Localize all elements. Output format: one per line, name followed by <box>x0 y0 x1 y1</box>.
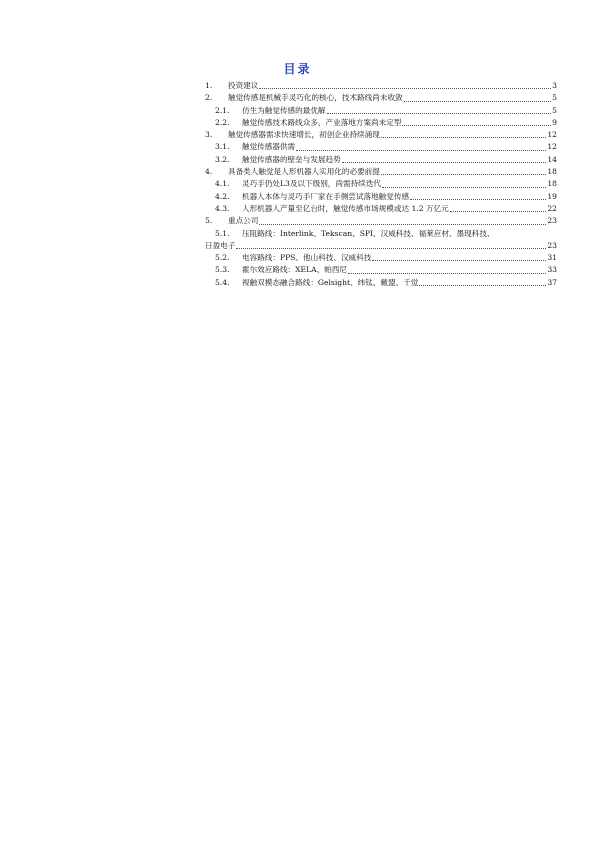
toc-entry-5-1-continued[interactable] <box>205 240 557 252</box>
table-of-contents <box>205 80 557 289</box>
toc-entry-label: 霍尔效应路线：XELA、帕西尼 <box>242 265 348 275</box>
toc-entry-page: 22 <box>547 203 557 213</box>
toc-leader-dots <box>450 211 547 212</box>
toc-leader-dots <box>410 199 546 200</box>
toc-entry-label: 灵巧手仍处L3及以下级别，尚需持续迭代 <box>242 179 381 189</box>
toc-entry-5-1[interactable] <box>205 228 557 240</box>
toc-entry-number: 4.2. <box>215 191 230 201</box>
toc-entry-number: 4. <box>205 167 213 177</box>
toc-entry-label: 人形机器人产量至亿台时，触觉传感市场规模或达 1.2 万亿元 <box>242 203 449 213</box>
toc-entry-page: 5 <box>552 93 557 103</box>
toc-entry-1[interactable] <box>205 80 557 92</box>
toc-entry-page: 12 <box>547 142 557 152</box>
toc-entry-page: 12 <box>547 130 557 140</box>
toc-entry-label: 触觉传感技术路线众多，产业落地方案尚未定型 <box>242 117 402 127</box>
toc-leader-dots <box>259 224 546 225</box>
toc-entry-label: 投资建议 <box>228 81 259 90</box>
toc-entry-number: 4.3. <box>215 203 230 213</box>
toc-entry-3[interactable] <box>205 129 557 141</box>
toc-leader-dots <box>327 113 552 114</box>
toc-leader-dots <box>296 150 546 151</box>
toc-entry-5-2[interactable] <box>205 252 557 264</box>
toc-leader-dots <box>404 101 552 102</box>
toc-entry-number: 5.1. <box>215 228 230 238</box>
toc-entry-page: 19 <box>547 191 557 201</box>
toc-leader-dots <box>382 187 546 188</box>
toc-entry-4-3[interactable] <box>205 203 557 215</box>
toc-entry-number: 2.2. <box>215 117 230 127</box>
toc-title: 目录 <box>283 62 312 76</box>
toc-entry-label: 触觉传感器的壁垒与发展趋势 <box>242 154 341 164</box>
toc-leader-dots <box>236 248 546 249</box>
toc-entry-number: 1. <box>205 81 213 90</box>
toc-leader-dots <box>348 273 546 274</box>
toc-entry-page: 5 <box>552 105 557 115</box>
toc-leader-dots <box>372 260 546 261</box>
toc-entry-label: 视触双模态融合路线：Gelsight、纬钛、戴盟、千觉 <box>242 277 419 287</box>
toc-entry-2-2[interactable] <box>205 117 557 129</box>
toc-entry-3-1[interactable] <box>205 141 557 153</box>
toc-entry-label: 触觉传感器供需 <box>242 142 296 152</box>
toc-leader-dots <box>381 174 546 175</box>
toc-entry-5-4[interactable] <box>205 277 557 289</box>
toc-entry-page: 31 <box>547 253 557 263</box>
toc-entry-page: 3 <box>552 81 557 90</box>
toc-entry-number: 3.2. <box>215 154 230 164</box>
toc-entry-4[interactable] <box>205 166 557 178</box>
toc-entry-3-2[interactable] <box>205 154 557 166</box>
toc-entry-page: 37 <box>547 277 557 287</box>
toc-entry-number: 5.3. <box>215 265 230 275</box>
toc-entry-number: 2. <box>205 93 213 103</box>
toc-entry-label: 重点公司 <box>228 216 259 226</box>
toc-leader-dots <box>419 285 546 286</box>
toc-leader-dots <box>259 88 551 89</box>
toc-entry-label: 触觉传感是机械手灵巧化的核心，技术路线尚未收敛 <box>228 93 403 103</box>
toc-entry-label: 仿生为触觉传感的最优解 <box>242 105 326 115</box>
toc-entry-label: 机器人本体与灵巧手厂家在手侧尝试落地触觉传感 <box>242 191 410 201</box>
toc-entry-page: 14 <box>547 154 557 164</box>
toc-entry-4-2[interactable] <box>205 191 557 203</box>
toc-entry-page: 18 <box>547 167 557 177</box>
toc-entry-2-1[interactable] <box>205 105 557 117</box>
toc-entry-number: 3. <box>205 130 213 140</box>
toc-entry-label: 压阻路线：Interlink、Tekscan、SPI、汉威科技、福莱应材、墨现科技、 <box>242 228 495 238</box>
toc-entry-4-1[interactable] <box>205 178 557 190</box>
toc-entry-2[interactable] <box>205 92 557 104</box>
toc-entry-label-continued: 日盈电子 <box>205 240 236 250</box>
toc-leader-dots <box>381 137 546 138</box>
toc-entry-label: 触觉传感器需求快速增长，初创企业持续涌现 <box>228 130 380 140</box>
toc-entry-page: 18 <box>547 179 557 189</box>
toc-entry-page: 9 <box>552 117 557 127</box>
toc-entry-number: 2.1. <box>215 105 230 115</box>
toc-entry-number: 5.4. <box>215 277 230 287</box>
toc-entry-number: 4.1. <box>215 179 230 189</box>
toc-entry-page: 23 <box>547 216 557 226</box>
toc-leader-dots <box>402 125 551 126</box>
toc-entry-number: 5.2. <box>215 253 230 263</box>
toc-entry-page: 33 <box>547 265 557 275</box>
toc-entry-number: 3.1. <box>215 142 230 152</box>
toc-entry-label: 电容路线：PPS、他山科技、汉威科技 <box>242 253 372 263</box>
toc-entry-page: 23 <box>547 240 557 250</box>
toc-entry-5[interactable] <box>205 215 557 227</box>
toc-entry-number: 5. <box>205 216 213 226</box>
toc-leader-dots <box>342 162 547 163</box>
toc-entry-label: 具备类人触觉是人形机器人实用化的必要前提 <box>228 167 380 177</box>
toc-entry-5-3[interactable] <box>205 264 557 276</box>
